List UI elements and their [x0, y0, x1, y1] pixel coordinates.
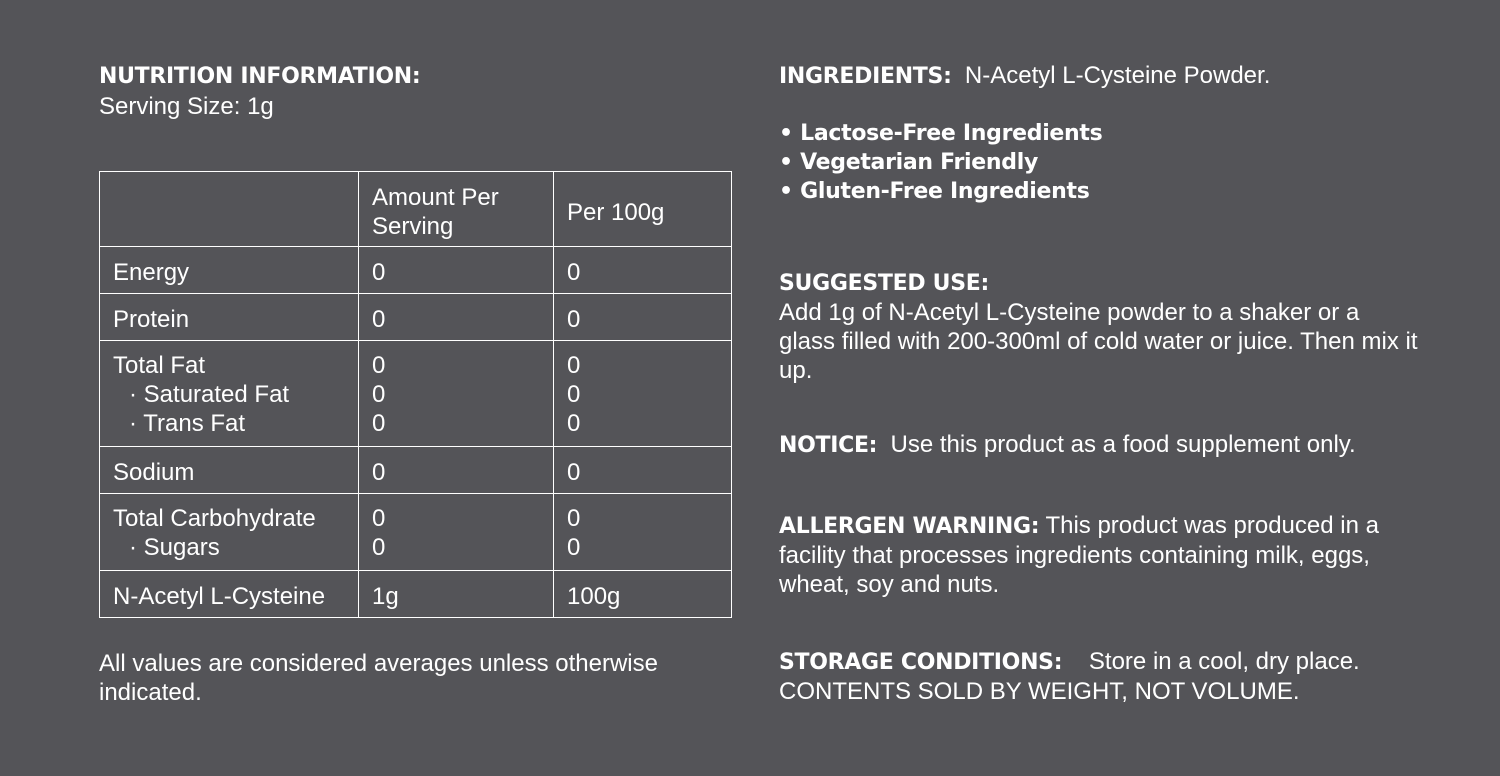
per-serving-group: [359, 341, 554, 447]
storage-section: [779, 647, 1479, 706]
per-100g-value: 0: [554, 447, 732, 494]
notice-text: Use this product as a food supplement only.: [890, 431, 1356, 458]
allergen-section: [779, 511, 1419, 599]
per-100g-value: 0: [567, 534, 581, 561]
table-row-total-carbohydrate: [100, 494, 732, 571]
header-cell-per-100g: Per 100g: [554, 172, 732, 247]
sub-nutrient-name: · Saturated Fat: [129, 381, 290, 408]
footnote: All values are considered averages unless otherwise indicated.: [99, 650, 658, 706]
storage-label: STORAGE CONDITIONS:: [779, 650, 1063, 675]
per-100g-value: 100g: [554, 571, 732, 618]
per-serving-value: 1g: [359, 571, 554, 618]
per-100g-value: 0: [567, 410, 581, 437]
per-100g-value: 0: [567, 352, 581, 379]
per-100g-value: 0: [567, 505, 581, 532]
ingredients-line: [779, 61, 1469, 91]
per-serving-value: 0: [372, 410, 386, 437]
allergen-text: This product was produced in a facility that processes ingredients containing milk, eggs, wheat, soy and nuts.: [779, 512, 1379, 598]
storage-text: Store in a cool, dry place.: [1088, 648, 1360, 675]
per-100g-group: [554, 494, 732, 571]
header-cell-per-serving: Amount Per Serving: [359, 172, 554, 247]
per-serving-value: 0: [372, 505, 386, 532]
per-serving-value: 0: [372, 381, 386, 408]
suggested-use-label: SUGGESTED USE:: [779, 271, 989, 296]
notice-label: NOTICE:: [779, 433, 878, 458]
table-header-row: [100, 172, 732, 247]
nutrient-name-group: [100, 341, 359, 447]
nutrient-name: Total Fat: [113, 352, 206, 379]
header-cell-nutrient: [100, 172, 359, 247]
table-row-protein: [100, 294, 732, 341]
feature-item: • Vegetarian Friendly: [779, 150, 1038, 175]
notice-line: [779, 430, 1479, 460]
per-100g-group: [554, 341, 732, 447]
nutrient-name: Total Carbohydrate: [113, 505, 316, 532]
per-100g-value: 0: [554, 294, 732, 341]
per-100g-value: 0: [567, 381, 581, 408]
per-100g-value: 0: [554, 247, 732, 294]
nutrition-header: [99, 62, 739, 121]
suggested-use-section: [779, 269, 1419, 385]
per-serving-value: 0: [359, 294, 554, 341]
table-row-sodium: [100, 447, 732, 494]
nutrient-name: Sodium: [100, 447, 359, 494]
nutrient-name: Energy: [100, 247, 359, 294]
nutrient-name: N-Acetyl L-Cysteine: [100, 571, 359, 618]
suggested-use-text: Add 1g of N-Acetyl L-Cysteine powder to a shaker or a glass filled with 200-300ml of cold water or juice. Then mix it up.: [779, 299, 1418, 384]
nutrition-title: NUTRITION INFORMATION:: [99, 64, 421, 89]
per-serving-value: 0: [359, 247, 554, 294]
allergen-label: ALLERGEN WARNING:: [779, 514, 1040, 539]
nutrient-name: Protein: [100, 294, 359, 341]
table-row-total-fat: [100, 341, 732, 447]
per-serving-group: [359, 494, 554, 571]
sub-nutrient-name: · Trans Fat: [129, 410, 246, 437]
nutrition-table: [99, 171, 732, 618]
contents-note: CONTENTS SOLD BY WEIGHT, NOT VOLUME.: [779, 678, 1300, 705]
nutrient-name-group: [100, 494, 359, 571]
serving-size: Serving Size: 1g: [99, 93, 274, 120]
ingredient-features: [779, 119, 1469, 206]
per-serving-value: 0: [372, 534, 386, 561]
ingredients-text: N-Acetyl L-Cysteine Powder.: [964, 62, 1271, 89]
table-row-energy: [100, 247, 732, 294]
sub-nutrient-name: · Sugars: [129, 534, 220, 561]
feature-item: • Gluten-Free Ingredients: [779, 179, 1090, 204]
table-row-nac: [100, 571, 732, 618]
storage-line: [779, 647, 1479, 677]
feature-item: • Lactose-Free Ingredients: [779, 121, 1103, 146]
per-serving-value: 0: [359, 447, 554, 494]
ingredients-label: INGREDIENTS:: [779, 64, 952, 89]
per-serving-value: 0: [372, 352, 386, 379]
